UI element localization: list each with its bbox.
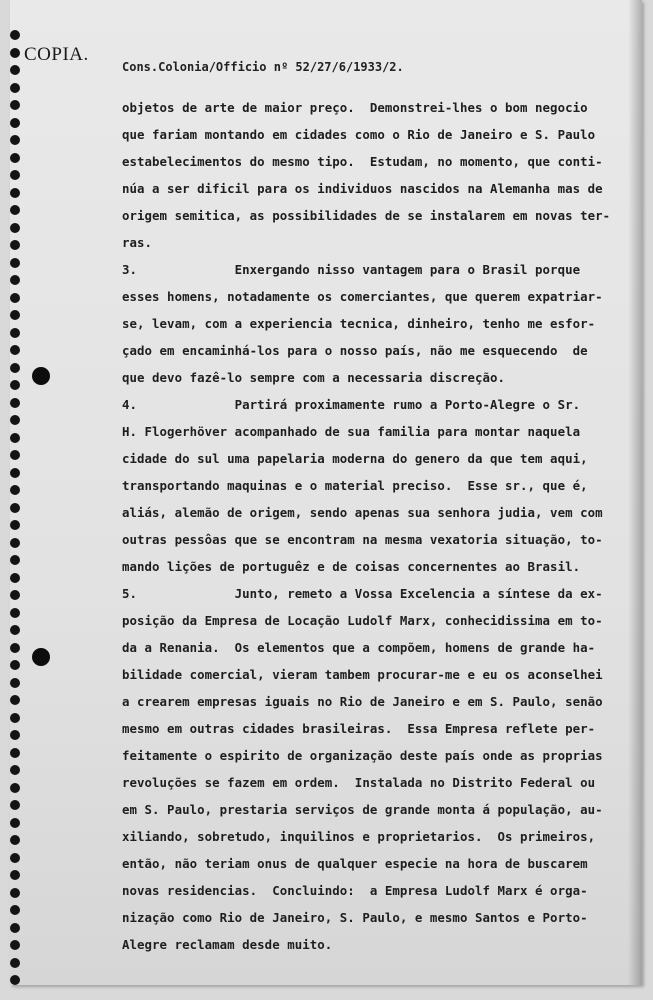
perforation-hole	[10, 678, 20, 688]
perforation-hole	[10, 223, 20, 233]
perforation-hole	[10, 433, 20, 443]
perforation-hole	[10, 345, 20, 355]
text-line: 5. Junto, remeto a Vossa Excelencia a síntese da ex-	[122, 586, 603, 601]
text-line: H. Flogerhöver acompanhado de sua familia para montar naquela	[122, 424, 581, 439]
perforation-hole	[10, 363, 20, 373]
perforation-hole	[10, 730, 20, 740]
text-line: bilidade comercial, vieram tambem procurar-me e eu os aconselhei	[122, 667, 603, 682]
perforation-hole	[10, 573, 20, 583]
perforation-hole	[10, 538, 20, 548]
perforation-hole	[10, 590, 20, 600]
perforation-hole	[10, 100, 20, 110]
text-line: se, levam, com a experiencia tecnica, dinheiro, tenho me esfor-	[122, 316, 596, 331]
text-line: xiliando, sobretudo, inquilinos e proprietarios. Os primeiros,	[122, 829, 596, 844]
text-line: aliás, alemão de origem, sendo apenas sua senhora judia, vem com	[122, 505, 603, 520]
perforation-hole	[10, 205, 20, 215]
perforation-hole	[10, 328, 20, 338]
perforation-hole	[10, 310, 20, 320]
perforation-hole	[10, 398, 20, 408]
text-line: origem semitica, as possibilidades de se instalarem em novas ter-	[122, 208, 611, 223]
text-line: mesmo em outras cidades brasileiras. Essa Empresa reflete per-	[122, 721, 596, 736]
perforation-hole	[10, 468, 20, 478]
perforation-hole	[10, 65, 20, 75]
perforation-hole	[10, 888, 20, 898]
perforation-hole	[10, 923, 20, 933]
perforation-hole	[10, 188, 20, 198]
perforation-hole	[10, 695, 20, 705]
perforation-hole	[10, 975, 20, 985]
text-line: em S. Paulo, prestaria serviços de grande monta á população, au-	[122, 802, 603, 817]
perforation-hole	[10, 870, 20, 880]
perforation-hole	[10, 258, 20, 268]
perforation-hole	[10, 713, 20, 723]
text-line: núa a ser dificil para os individuos nascidos na Alemanha mas de	[122, 181, 603, 196]
text-line: revoluções se fazem em ordem. Instalada no Distrito Federal ou	[122, 775, 596, 790]
perforation-hole	[10, 48, 20, 58]
perforation-holes	[10, 30, 24, 985]
perforation-hole	[10, 503, 20, 513]
perforation-hole	[10, 83, 20, 93]
punch-hole	[32, 367, 50, 385]
copia-stamp: COPIA.	[24, 44, 89, 65]
perforation-hole	[10, 30, 20, 40]
perforation-hole	[10, 293, 20, 303]
perforation-hole	[10, 905, 20, 915]
perforation-hole	[10, 853, 20, 863]
perforation-hole	[10, 940, 20, 950]
text-line: que fariam montando em cidades como o Rio de Janeiro e S. Paulo	[122, 127, 596, 142]
perforation-hole	[10, 380, 20, 390]
perforation-hole	[10, 765, 20, 775]
perforation-hole	[10, 415, 20, 425]
perforation-hole	[10, 240, 20, 250]
perforation-hole	[10, 485, 20, 495]
punch-hole	[32, 648, 50, 666]
perforation-hole	[10, 170, 20, 180]
text-line: objetos de arte de maior preço. Demonstrei-lhes o bom negocio	[122, 100, 588, 115]
text-line: nização como Rio de Janeiro, S. Paulo, e mesmo Santos e Porto-	[122, 910, 588, 925]
text-line: 3. Enxergando nisso vantagem para o Brasil porque	[122, 262, 581, 277]
text-line: ras.	[122, 235, 153, 250]
perforation-hole	[10, 118, 20, 128]
perforation-hole	[10, 520, 20, 530]
perforation-hole	[10, 835, 20, 845]
perforation-hole	[10, 748, 20, 758]
text-line: 4. Partirá proximamente rumo a Porto-Alegre o Sr.	[122, 397, 581, 412]
perforation-hole	[10, 660, 20, 670]
text-line: que devo fazê-lo sempre com a necessaria discreção.	[122, 370, 505, 385]
perforation-hole	[10, 625, 20, 635]
text-line: posição da Empresa de Locação Ludolf Marx, conhecidissima em to-	[122, 613, 603, 628]
perforation-hole	[10, 153, 20, 163]
text-line: transportando maquinas e o material preciso. Esse sr., que é,	[122, 478, 588, 493]
text-line: a crearem empresas iguais no Rio de Janeiro e em S. Paulo, senão	[122, 694, 603, 709]
text-line: feitamente o espirito de organização deste país onde as proprias	[122, 748, 603, 763]
perforation-hole	[10, 783, 20, 793]
document-page	[10, 0, 642, 985]
perforation-hole	[10, 555, 20, 565]
text-line: esses homens, notadamente os comerciantes, que querem expatriar-	[122, 289, 603, 304]
perforation-hole	[10, 275, 20, 285]
text-line: então, não teriam onus de qualquer especie na hora de buscarem	[122, 856, 588, 871]
perforation-hole	[10, 958, 20, 968]
perforation-hole	[10, 608, 20, 618]
perforation-hole	[10, 450, 20, 460]
page-edge-shadow	[628, 0, 642, 985]
perforation-hole	[10, 643, 20, 653]
perforation-hole	[10, 818, 20, 828]
text-line: estabelecimentos do mesmo tipo. Estudam, no momento, que conti-	[122, 154, 603, 169]
text-line: da a Renania. Os elementos que a compõem, homens de grande ha-	[122, 640, 596, 655]
text-line: outras pessôas que se encontram na mesma vexatoria situação, to-	[122, 532, 603, 547]
document-reference: Cons.Colonia/Officio nº 52/27/6/1933/2.	[122, 60, 404, 74]
text-line: çado em encaminhá-los para o nosso país, não me esquecendo de	[122, 343, 588, 358]
text-line: cidade do sul uma papelaria moderna do genero da que tem aqui,	[122, 451, 588, 466]
text-line: novas residencias. Concluindo: a Empresa Ludolf Marx é orga-	[122, 883, 588, 898]
text-line: Alegre reclamam desde muito.	[122, 937, 333, 952]
perforation-hole	[10, 135, 20, 145]
text-line: mando lições de portuguêz e de coisas concernentes ao Brasil.	[122, 559, 581, 574]
perforation-hole	[10, 800, 20, 810]
